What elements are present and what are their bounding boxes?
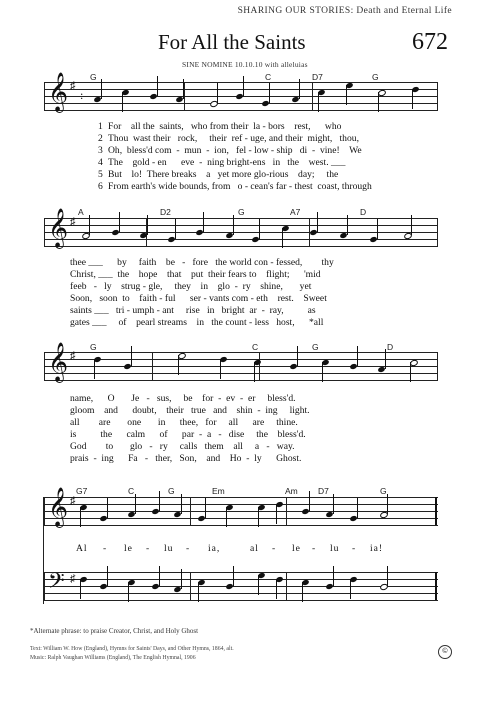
chord-symbol: Am: [285, 486, 298, 496]
verse-line: saints ___ tri - umph - ant rise in bright ar - ray, as: [70, 305, 316, 316]
verse-line: Soon, soon to faith - ful ser - vants com - eth rest. Sweet: [70, 293, 327, 304]
note-stem: [346, 85, 347, 105]
note-stem: [159, 491, 160, 511]
key-signature-sharp-icon: ♯: [70, 573, 76, 585]
note-stem: [412, 89, 413, 109]
refrain-syllable: Al: [76, 543, 88, 554]
refrain-syllable: -: [103, 543, 108, 554]
verse-line: all are one in thee, for all are thine.: [70, 417, 298, 428]
refrain-syllable: -: [312, 543, 317, 554]
chord-symbol: A7: [290, 207, 301, 217]
verse-line: feeb - ly strug - gle, they in glo - ry shine, yet: [70, 281, 312, 292]
note-stem: [159, 566, 160, 586]
chord-symbol: C: [252, 342, 259, 352]
note-stem: [220, 359, 221, 379]
note-stem: [357, 346, 358, 366]
verse-line: gloom and doubt, their true and shin - ing light.: [70, 405, 310, 416]
refrain-syllable: le: [292, 543, 301, 554]
verse-line: 6 From earth's wide bounds, from o - cean's far - thest coast, through: [98, 181, 372, 192]
chord-symbol: G7: [76, 486, 88, 496]
verse-line: thee ___ by faith be - fore the world con - fessed, thy: [70, 257, 334, 268]
treble-clef-icon: 𝄞: [48, 210, 69, 247]
verse-line: 3 Oh, bless'd com - mun - ion, fel - low - ship di - vine! We: [98, 145, 362, 156]
system-brace: [43, 497, 44, 604]
chord-symbol: G: [312, 342, 319, 352]
note-stem: [217, 83, 218, 103]
note-stem: [411, 215, 412, 235]
note-stem: [387, 566, 388, 586]
note-stem: [198, 582, 199, 602]
text-credit: Text: William W. How (England), Hymns for Saints' Days, and Other Hymns, 1864, alt.: [30, 646, 234, 652]
note-stem: [94, 359, 95, 379]
chord-symbol: D: [387, 342, 394, 352]
note-stem: [181, 569, 182, 589]
note-stem: [410, 362, 411, 382]
verse-line: 5 But lo! There breaks a yet more glo-rious day; the: [98, 169, 339, 180]
section-header: SHARING OUR STORIES: Death and Eternal Life: [237, 6, 452, 16]
note-stem: [107, 498, 108, 518]
key-signature-sharp-icon: ♯: [70, 350, 76, 362]
note-stem: [309, 491, 310, 511]
treble-clef-icon: 𝄞: [48, 489, 69, 526]
refrain-syllable: lu: [330, 543, 340, 554]
note-stem: [333, 494, 334, 514]
refrain-syllable: -: [352, 543, 357, 554]
note-stem: [258, 575, 259, 595]
note-stem: [333, 566, 334, 586]
note-stem: [258, 507, 259, 527]
refrain-syllable: al: [250, 543, 259, 554]
refrain-syllable: -: [272, 543, 277, 554]
chord-symbol: G: [372, 72, 379, 82]
note-stem: [317, 212, 318, 232]
chord-symbol: D7: [318, 486, 329, 496]
free-meter-mark: :: [80, 88, 84, 102]
note-stem: [119, 212, 120, 232]
treble-clef-icon: 𝄞: [48, 344, 69, 381]
key-signature-sharp-icon: ♯: [70, 495, 76, 507]
verse-line: 2 Thou wast their rock, their ref - uge, and their might, thou,: [98, 133, 359, 144]
chord-symbol: Em: [212, 486, 225, 496]
verse-line: God to glo - ry calls them all a - way.: [70, 441, 295, 452]
refrain-syllable: le: [124, 543, 133, 554]
note-stem: [203, 212, 204, 232]
note-stem: [350, 579, 351, 599]
note-stem: [299, 79, 300, 99]
chord-symbol: C: [128, 486, 135, 496]
note-stem: [276, 504, 277, 524]
refrain-syllable: ia!: [370, 543, 384, 554]
hymn-number: 672: [412, 29, 448, 55]
copyright-icon: ©: [438, 645, 452, 659]
note-stem: [175, 219, 176, 239]
refrain-syllable: -: [146, 543, 151, 554]
note-stem: [135, 494, 136, 514]
chord-symbol: D2: [160, 207, 171, 217]
note-stem: [233, 566, 234, 586]
note-stem: [385, 349, 386, 369]
note-stem: [89, 215, 90, 235]
chord-symbol: G: [168, 486, 175, 496]
key-signature-sharp-icon: ♯: [70, 216, 76, 228]
note-stem: [322, 362, 323, 382]
verse-line: is the calm of par - a - dise the bless'd.: [70, 429, 306, 440]
tune-name: SINE NOMINE 10.10.10 with alleluias: [182, 60, 308, 69]
note-stem: [233, 215, 234, 235]
note-stem: [181, 494, 182, 514]
chord-symbol: A: [78, 207, 84, 217]
refrain-syllable: lu: [164, 543, 174, 554]
refrain-syllable: ia,: [208, 543, 221, 554]
bass-clef-icon: 𝄢: [48, 569, 65, 598]
note-stem: [259, 219, 260, 239]
verse-line: gates ___ of pearl streams in the count - less host, *all: [70, 317, 324, 328]
note-stem: [157, 76, 158, 96]
key-signature-sharp-icon: ♯: [70, 80, 76, 92]
note-stem: [80, 579, 81, 599]
chord-symbol: G: [380, 486, 387, 496]
note-stem: [347, 215, 348, 235]
note-stem: [276, 579, 277, 599]
treble-clef-icon: 𝄞: [48, 74, 69, 111]
chord-symbol: G: [90, 342, 97, 352]
note-stem: [101, 79, 102, 99]
verse-line: 1 For all the saints, who from their la - bors rest, who: [98, 121, 342, 132]
footnote: *Alternate phrase: to praise Creator, Christ, and Holy Ghost: [30, 627, 199, 635]
note-stem: [254, 362, 255, 382]
note-stem: [378, 92, 379, 112]
note-stem: [226, 507, 227, 527]
note-stem: [122, 92, 123, 112]
note-stem: [387, 494, 388, 514]
note-stem: [205, 498, 206, 518]
note-stem: [357, 498, 358, 518]
verse-line: prais - ing Fa - ther, Son, and Ho - ly Ghost.: [70, 453, 302, 464]
note-stem: [80, 507, 81, 527]
note-stem: [377, 219, 378, 239]
chord-symbol: G: [238, 207, 245, 217]
chord-symbol: D7: [312, 72, 323, 82]
note-stem: [178, 355, 179, 375]
note-stem: [243, 76, 244, 96]
verse-line: Christ, ___ the hope that put their fears to flight; 'mid: [70, 269, 321, 280]
note-stem: [128, 582, 129, 602]
note-stem: [302, 582, 303, 602]
note-stem: [269, 83, 270, 103]
chord-symbol: C: [265, 72, 272, 82]
verse-line: name, O Je - sus, be for - ev - er bless'd.: [70, 393, 296, 404]
chord-symbol: G: [90, 72, 97, 82]
refrain-syllable: -: [186, 543, 191, 554]
note-stem: [183, 79, 184, 99]
verse-line: 4 The gold - en eve - ning bright-ens in the west. ___: [98, 157, 346, 168]
note-stem: [147, 215, 148, 235]
note-stem: [318, 92, 319, 112]
note-stem: [131, 346, 132, 366]
hymn-title: For All the Saints: [158, 30, 306, 54]
note-stem: [282, 228, 283, 248]
note-stem: [107, 566, 108, 586]
note-stem: [297, 346, 298, 366]
chord-symbol: D: [360, 207, 367, 217]
music-credit: Music: Ralph Vaughan Williams (England), The English Hymnal, 1906: [30, 655, 196, 661]
